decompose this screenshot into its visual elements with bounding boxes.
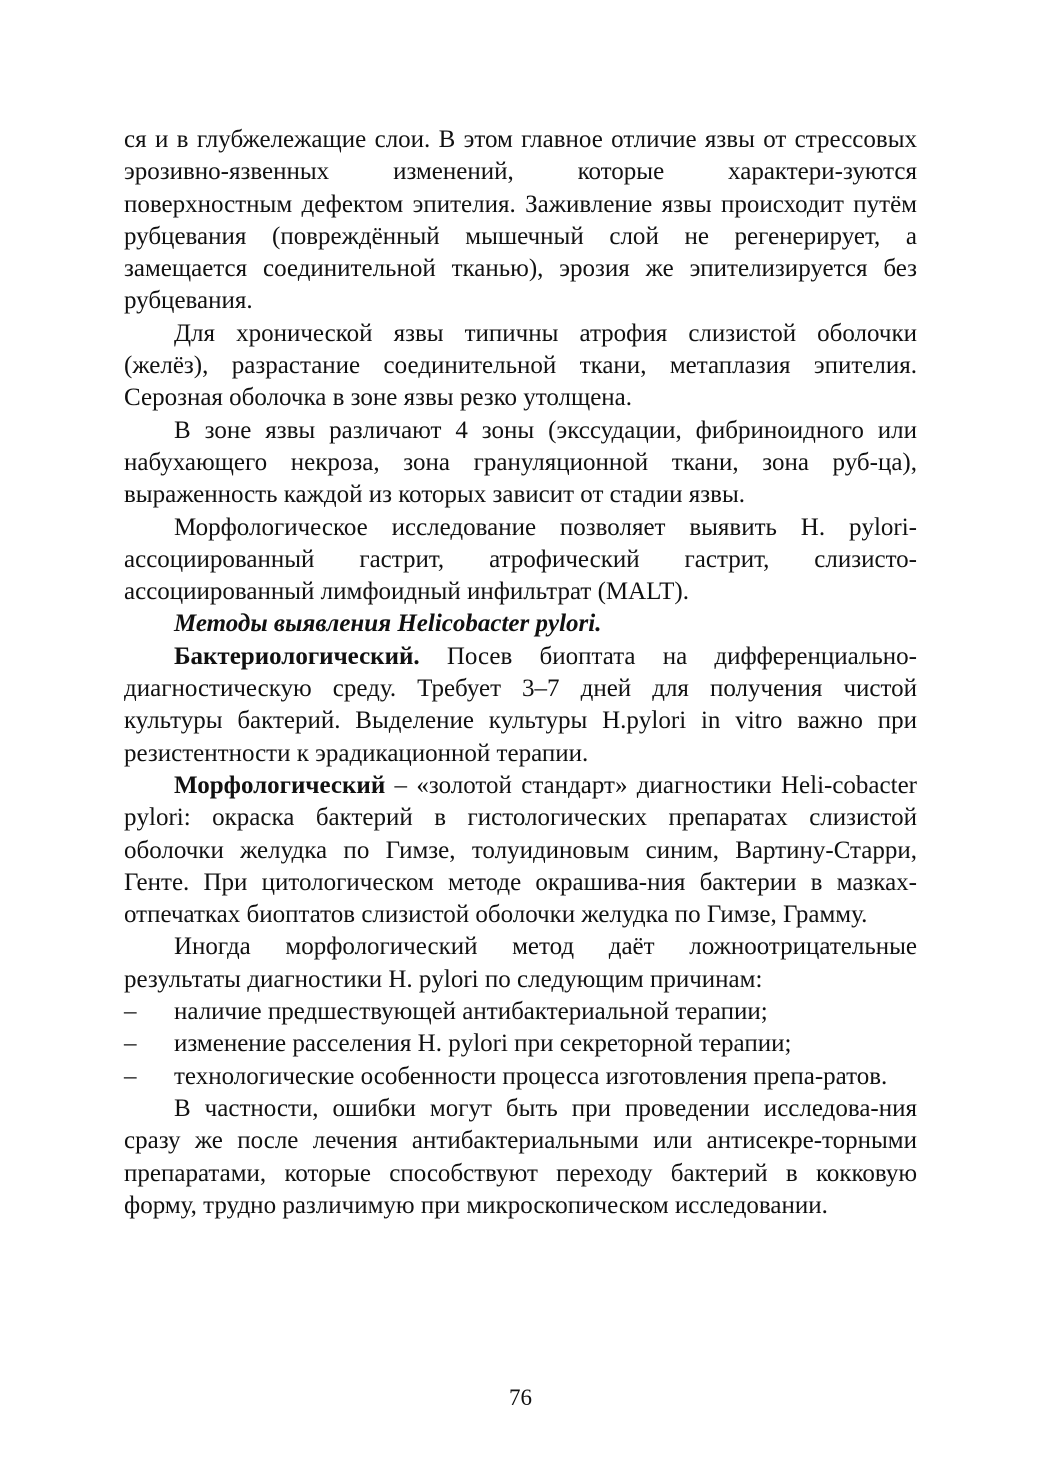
list-item-text: технологические особенности процесса изготовления препа-ратов.: [174, 1062, 888, 1090]
paragraph-ulcer-depth: ся и в глубжележащие слои. В этом главное отличие язвы от стрессовых эрозивно-язвенных изменений, которые характери-зуются поверхностным дефектом эпителия. Заживление язвы происходит путём рубцевания (повреждённый мышечный слой не регенерирует, а замещается соединительной тканью), эрозия же эпителизируется без рубцевания.: [124, 126, 917, 315]
paragraph-ulcer-zones: В зоне язвы различают 4 зоны (экссудации, фибриноидного или набухающего некроза, зона грануляционной ткани, зона руб-ца), выраженность каждой из которых зависит от стадии язвы.: [124, 416, 917, 509]
paragraph-bacteriological: [124, 641, 917, 770]
section-heading: Методы выявления Helicobacter pylori.: [174, 610, 602, 638]
list-item: [124, 996, 917, 1028]
list-item: [124, 1061, 917, 1093]
list-item-text: наличие предшествующей антибактериальной терапии;: [174, 998, 768, 1026]
bacteriological-lead: Бактериологический.: [174, 642, 420, 670]
morphological-lead: Морфологический: [174, 771, 386, 799]
list-item: [124, 1028, 917, 1060]
dash-bullet: –: [124, 1062, 137, 1090]
page-body: [124, 124, 917, 1222]
paragraph-chronic-ulcer: Для хронической язвы типичны атрофия слизистой оболочки (желёз), разрастание соединительной ткани, метаплазия эпителия. Серозная оболочка в зоне язвы резко утолщена.: [124, 319, 917, 412]
paragraph-morphological: [124, 770, 917, 931]
paragraph-errors: В частности, ошибки могут быть при проведении исследова-ния сразу же после лечения антибактериальными или антисекре-торными препаратами, которые способствуют переходу бактерий в кокковую форму, трудно различимую при микроскопическом исследовании.: [124, 1094, 917, 1219]
page-number: 76: [509, 1385, 532, 1410]
morphological-text: – «золотой стандарт» диагностики Heli-cobacter pylori: окраска бактерий в гистологических препаратах слизистой оболочки желудка по Гимзе, толуидиновым синим, Вартину-Старри, Генте. При цитологическом методе окрашива-ния бактерии в мазках-отпечатках биоптатов слизистой оболочки желудка по Гимзе, Грамму.: [124, 771, 917, 929]
dash-bullet: –: [124, 998, 137, 1026]
list-item-text: изменение расселения H. pylori при секреторной терапии;: [174, 1030, 792, 1058]
paragraph-false-negative: Иногда морфологический метод даёт ложноотрицательные результаты диагностики H. pylori по следующим причинам:: [124, 933, 917, 993]
dash-bullet: –: [124, 1030, 137, 1058]
paragraph-morphological-study: Морфологическое исследование позволяет выявить H. pylori-ассоциированный гастрит, атрофический гастрит, слизисто-ассоциированный лимфоидный инфильтрат (MALT).: [124, 513, 917, 606]
reasons-list: [124, 996, 917, 1093]
bacteriological-text: Посев биоптата на дифференциально-диагностическую среду. Требует 3–7 дней для получения чистой культуры бактерий. Выделение культуры H.pylori in vitro важно при резистентности к эрадикационной терапии.: [124, 642, 917, 767]
